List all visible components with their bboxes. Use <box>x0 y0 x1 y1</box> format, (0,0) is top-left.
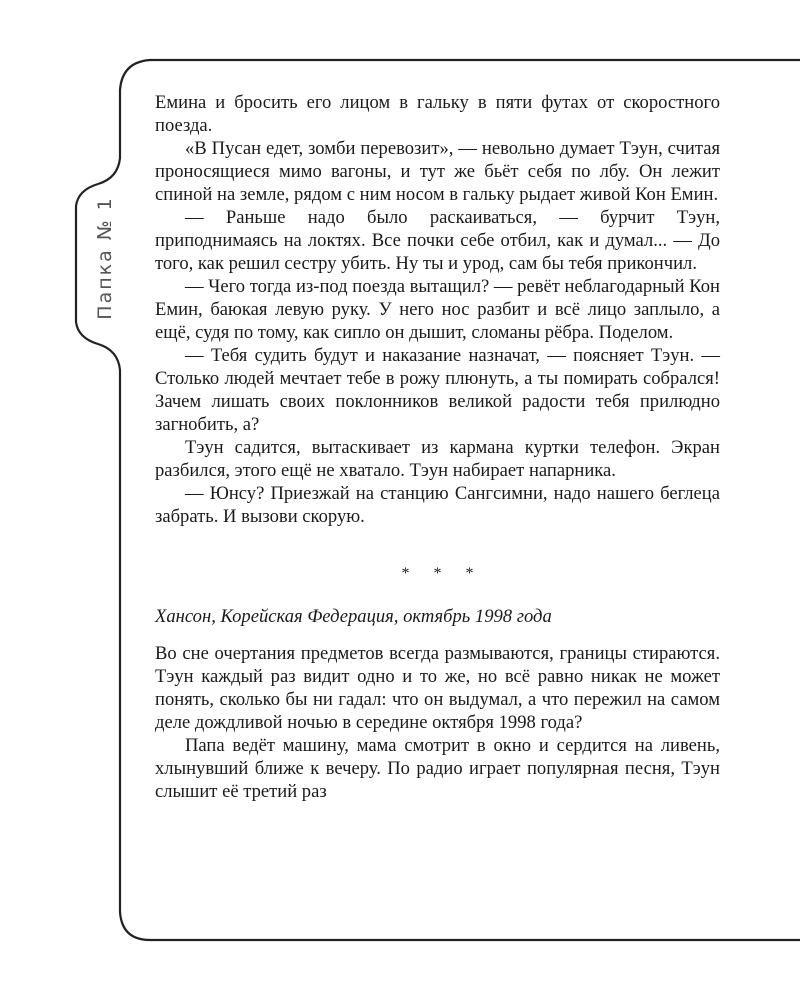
section-heading: Хансон, Корейская Федерация, октябрь 1998 года <box>155 606 552 627</box>
paragraph: — Юнсу? Приезжай на станцию Сангсимни, надо нашего беглеца забрать. И вызови скорую. <box>155 483 720 527</box>
paragraph: «В Пусан едет, зомби перевозит», — невольно думает Тэун, считая проносящиеся мимо вагоны, и тут же бьёт себя по лбу. Он лежит спиной на земле, рядом с ним носом в гальку рыдает живой Кон Емин. <box>155 138 720 205</box>
paragraph: Во сне очертания предметов всегда размываются, границы стираются. Тэун каждый раз видит одно и то же, но всё равно никак не может понять, сколько бы ни гадал: что он выдумал, а что пережил на самом деле дождливой ночью в середине октября 1998 года? <box>155 643 720 733</box>
folder-tab-label: Папка № 1 <box>94 196 116 320</box>
page-text <box>155 91 720 803</box>
paragraph: Папа ведёт машину, мама смотрит в окно и сердится на ливень, хлынувший ближе к вечеру. По радио играет популярная песня, Тэун слышит её третий раз <box>155 735 720 802</box>
paragraph: Емина и бросить его лицом в гальку в пяти футах от скоростного поезда. <box>155 92 720 136</box>
paragraph: — Раньше надо было раскаиваться, — бурчит Тэун, приподнимаясь на локтях. Все почки себе отбил, как и думал... — До того, как решил сестру убить. Ну ты и урод, сам бы тебя прикончил. <box>155 207 720 274</box>
paragraph: — Тебя судить будут и наказание назначат, — поясняет Тэун. — Столько людей мечтает тебе в рожу плюнуть, а ты помирать собрался! Зачем лишать своих поклонников великой радости тебя прилюдно загнобить, а? <box>155 345 720 435</box>
paragraph: Тэун садится, вытаскивает из кармана куртки телефон. Экран разбился, этого ещё не хватало. Тэун набирает напарника. <box>155 437 720 481</box>
paragraph: — Чего тогда из-под поезда вытащил? — ревёт неблагодарный Кон Емин, баюкая левую руку. У него нос разбит и всё лицо заплыло, а ещё, судя по тому, как сипло он дышит, сломаны рёбра. Поделом. <box>155 276 720 343</box>
section-separator: * * * <box>401 565 484 582</box>
